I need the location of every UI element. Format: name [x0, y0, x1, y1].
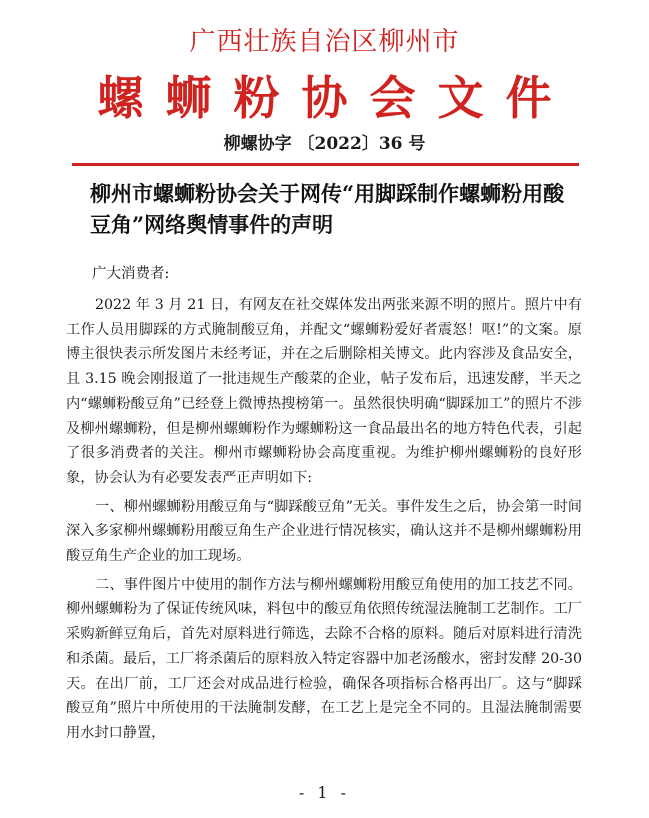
statement-body	[66, 293, 582, 750]
document-number: 柳螺协字 〔2022〕36 号	[223, 134, 426, 154]
issuing-organization: 广西壮族自治区柳州市	[189, 27, 460, 57]
header-divider	[72, 163, 579, 166]
page-number: - 1 -	[298, 783, 351, 802]
body-paragraph: 二、事件图片中使用的制作方法与柳州螺蛳粉用酸豆角使用的加工技艺不同。柳州螺蛳粉为了保证传统风味，料包中的酸豆角依照传统湿法腌制工艺制作。工厂采购新鲜豆角后，首先对原料进行筛选，去除不合格的原料。随后对原料进行清洗和杀菌。最后，工厂将杀菌后的原料放入特定容器中加老汤酸水，密封发酵 20-30 天。在出厂前，工厂还会对成品进行检验，确保各项指标合格再出厂。这与“脚踩酸豆角”照片中所使用的干法腌制发酵，在工艺上是完全不同的。且湿法腌制需要用水封口静置，	[66, 576, 582, 741]
document-title: 螺蛳粉协会文件	[97, 71, 574, 125]
body-paragraph: 2022 年 3 月 21 日，有网友在社交媒体发出两张来源不明的照片。照片中有工作人员用脚踩的方式腌制酸豆角，并配文“螺蛳粉爱好者震怒！呕!”的文案。原博主很快表示所发图片未经考证，并在之后删除相关博文。此内容涉及食品安全，且 3.15 晚会刚报道了一批违规生产酸菜的企业，帖子发布后，迅速发酵，半天之内“螺蛳粉酸豆角”已经登上微博热搜榜第一。虽然很快明确“脚踩加工”的照片不涉及柳州螺蛳粉，但是柳州螺蛳粉作为螺蛳粉这一食品最出名的地方特色代表，引起了很多消费者的关注。柳州市螺蛳粉协会高度重视。为维护柳州螺蛳粉的良好形象，协会认为有必要发表严正声明如下:	[66, 297, 582, 486]
statement-heading: 柳州市螺蛳粉协会关于网传“用脚踩制作螺蛳粉用酸豆角”网络舆情事件的声明	[90, 181, 565, 237]
salutation: 广大消费者:	[92, 266, 170, 282]
body-paragraph: 一、柳州螺蛳粉用酸豆角与“脚踩酸豆角”无关。事件发生之后，协会第一时间深入多家柳州螺蛳粉用酸豆角生产企业进行情况核实，确认这并不是柳州螺蛳粉用酸豆角生产企业的加工现场。	[66, 498, 582, 565]
